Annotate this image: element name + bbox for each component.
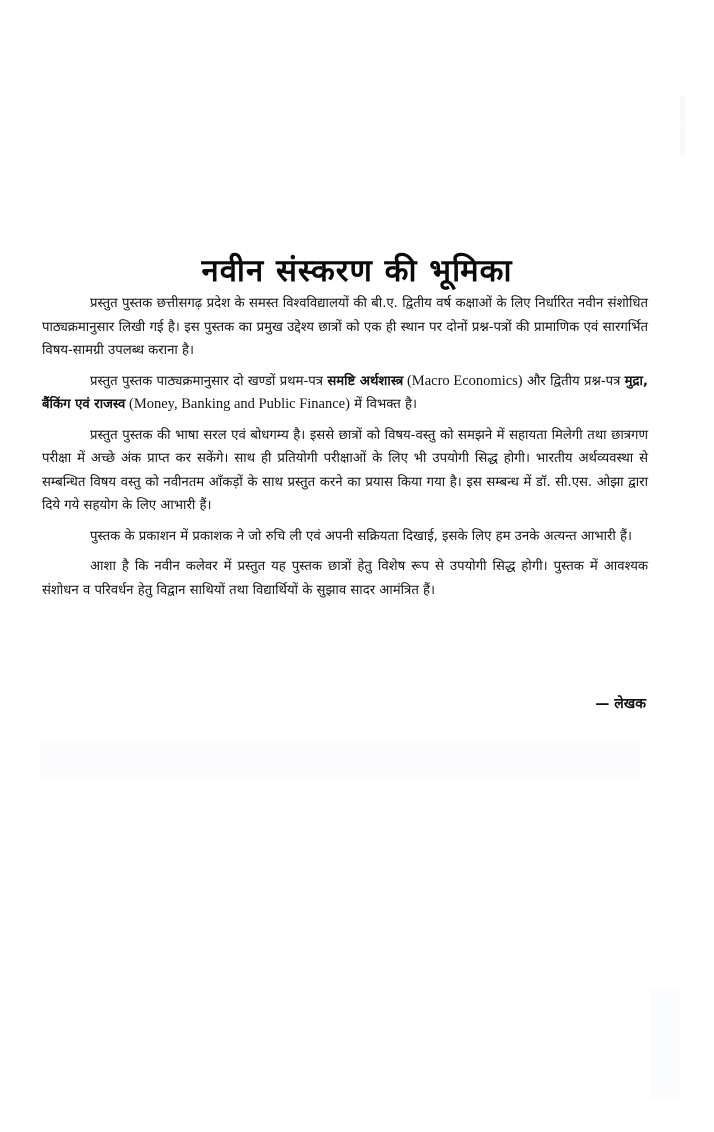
paragraph-5: आशा है कि नवीन कलेवर में प्रस्तुत यह पुस्तक छात्रों हेतु विशेष रूप से उपयोगी सिद्ध होगी। पुस्तक में आवश्यक संशोधन व परिवर्धन हेतु विद्वान साथियों तथा विद्यार्थियों के सुझाव सादर आमंत्रित हैं। (42, 559, 648, 598)
subject-macro-economics-hindi: समष्टि अर्थशास्त्र (327, 373, 404, 389)
paragraph-2-text: प्रस्तुत पुस्तक पाठ्यक्रमानुसार दो खण्डों प्रथम-पत्र (90, 373, 328, 389)
paragraph-2 (42, 370, 648, 417)
author-signature: — लेखक (595, 696, 646, 712)
subject-macro-economics-english: (Macro Economics) (403, 372, 523, 389)
scan-bleed-artifact (680, 125, 686, 155)
page-title: नवीन संस्करण की भूमिका (201, 252, 513, 289)
scan-bleed-artifact (650, 990, 680, 1100)
paragraph-3: प्रस्तुत पुस्तक की भाषा सरल एवं बोधगम्य है। इससे छात्रों को विषय-वस्तु को समझने में सहायता मिलेगी तथा छात्रगण परीक्षा में अच्छे अंक प्राप्त कर सकेंगे। साथ ही प्रतियोगी परीक्षाओं के लिए भी उपयोगी सिद्ध होगी। भारतीय अर्थव्यवस्था से सम्बन्धित विषय वस्तु को नवीनतम आँकड़ों के साथ प्रस्तुत करने का प्रयास किया गया है। इस सम्बन्ध में डॉ. सी.एस. ओझा द्वारा दिये गये सहयोग के लिए आभारी हैं। (42, 427, 648, 513)
paragraph-4: पुस्तक के प्रकाशन में प्रकाशक ने जो रुचि ली एवं अपनी सक्रियता दिखाई, इसके लिए हम उनके अत्यन्त आभारी हैं। (90, 528, 633, 544)
subject-money-banking-hindi: मुद्रा, बैंकिंग एवं राजस्व (42, 373, 648, 412)
scan-bleed-artifact (40, 740, 640, 780)
paragraph-2-text: में विभक्त है। (349, 397, 418, 412)
preface-body (42, 292, 648, 609)
paragraph-1: प्रस्तुत पुस्तक छत्तीसगढ़ प्रदेश के समस्त विश्वविद्यालयों की बी.ए. द्वितीय वर्ष कक्षाओं के लिए निर्धारित नवीन संशोधित पाठ्यक्रमानुसार लिखी गई है। इस पुस्तक का प्रमुख उद्देश्य छात्रों को एक ही स्थान पर दोनों प्रश्न-पत्रों की प्रामाणिक एवं सारगर्भित विषय-सामग्री उपलब्ध कराना है। (42, 296, 648, 358)
paragraph-2-text: और द्वितीय प्रश्न-पत्र (522, 373, 625, 389)
subject-money-banking-english: (Money, Banking and Public Finance) (125, 396, 350, 412)
scan-bleed-artifact (680, 95, 686, 125)
